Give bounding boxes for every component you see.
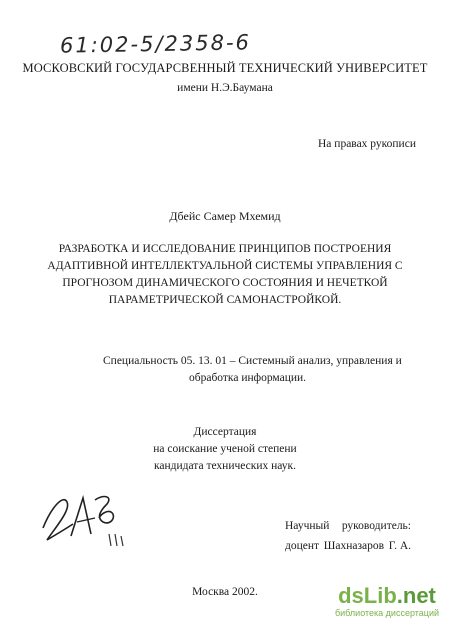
- supervisor-name-row: [285, 536, 411, 556]
- title-line: ПАРАМЕТРИЧЕСКОЙ САМОНАСТРОЙКОЙ.: [108, 294, 342, 306]
- dslib-watermark: [332, 584, 442, 632]
- dissertation-title: [20, 241, 430, 309]
- signature-image: [37, 488, 145, 550]
- watermark-logo-left: dsLib: [338, 583, 397, 608]
- supervisor-label-word: руководитель:: [341, 520, 411, 532]
- supervisor-block: [285, 516, 411, 556]
- watermark-logo: [332, 584, 442, 608]
- title-line: ПРОГНОЗОМ ДИНАМИЧЕСКОГО СОСТОЯНИЯ И НЕЧЕТКОЙ: [62, 277, 388, 289]
- supervisor-name: Шахназаров: [323, 540, 385, 552]
- title-line: РАЗРАБОТКА И ИССЛЕДОВАНИЕ ПРИНЦИПОВ ПОСТРОЕНИЯ: [58, 243, 392, 255]
- supervisor-label-word: Научный: [285, 520, 330, 532]
- degree-line: Диссертация: [193, 426, 257, 438]
- dissertation-degree: [0, 424, 450, 475]
- degree-line: кандидата технических наук.: [153, 460, 297, 472]
- degree-line: на соискание ученой степени: [153, 443, 297, 455]
- city-year: Москва 2002.: [192, 586, 258, 598]
- supervisor-label: [285, 516, 411, 536]
- specialty-line: обработка информации.: [189, 372, 307, 384]
- watermark-logo-right: .net: [396, 583, 436, 608]
- handwritten-code: 61:02-5/2358-6: [59, 30, 252, 58]
- manuscript-rights: На правах рукописи: [318, 138, 416, 150]
- university-subtitle: имени Н.Э.Баумана: [177, 82, 273, 94]
- watermark-subtitle: библиотека диссертаций: [334, 608, 439, 618]
- author-name: Дбейс Самер Мхемид: [169, 209, 281, 223]
- university-name: МОСКОВСКИЙ ГОСУДАРСВЕННЫЙ ТЕХНИЧЕСКИЙ УНИВЕРСИТЕТ: [22, 61, 428, 75]
- supervisor-initials: Г. А.: [388, 540, 411, 552]
- supervisor-rank: доцент: [285, 540, 320, 552]
- specialty: [103, 353, 402, 387]
- specialty-line: Специальность 05. 13. 01 – Системный анализ, управления и: [103, 355, 402, 367]
- title-line: АДАПТИВНОЙ ИНТЕЛЛЕКТУАЛЬНОЙ СИСТЕМЫ УПРАВЛЕНИЯ С: [47, 260, 403, 272]
